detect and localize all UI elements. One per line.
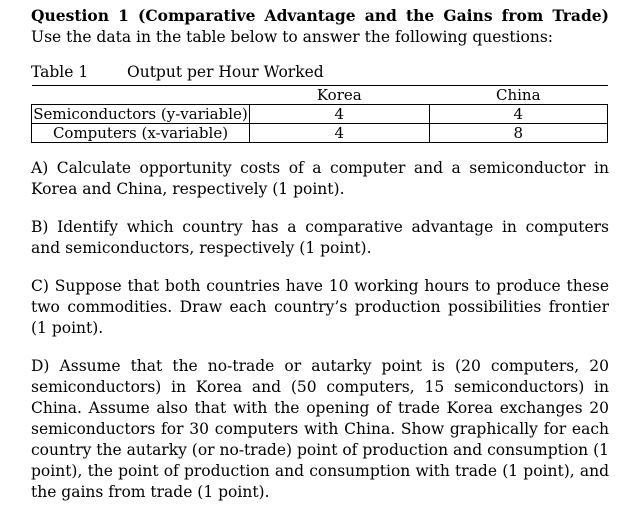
table-row [32, 105, 608, 124]
table-header-row [32, 86, 608, 105]
header-china: China [429, 86, 607, 105]
cell-korea: 4 [250, 124, 430, 143]
row-label: Semiconductors (y-variable) [33, 105, 248, 123]
cell-korea: 4 [250, 105, 430, 124]
table-number: Table 1 [31, 63, 89, 81]
table-row [32, 124, 608, 143]
question-parts [31, 158, 609, 503]
question-title: Question 1 (Comparative Advantage and the Gains from Trade) [31, 6, 609, 25]
part-a: A) Calculate opportunity costs of a computer and a semiconductor in Korea and China, respectively (1 point). [31, 159, 609, 198]
part-c: C) Suppose that both countries have 10 working hours to produce these two commodities. Draw each country’s production possibilities frontier (1 point). [31, 277, 609, 337]
table-caption [31, 63, 609, 85]
header-blank [32, 86, 250, 105]
cell-china: 4 [429, 105, 607, 124]
cell-china: 8 [429, 124, 607, 143]
document-page [31, 5, 609, 520]
question-intro: Use the data in the table below to answer the following questions: [31, 28, 554, 46]
table-title: Output per Hour Worked [127, 63, 324, 81]
header-korea: Korea [250, 86, 430, 105]
question-header [31, 5, 609, 48]
output-table [31, 85, 608, 143]
part-b: B) Identify which country has a comparative advantage in computers and semiconductors, respectively (1 point). [31, 218, 609, 257]
part-d: D) Assume that the no-trade or autarky point is (20 computers, 20 semiconductors) in Korea and (50 computers, 15 semiconductors) in China. Assume also that with the opening of trade Korea exchanges 20 semiconductors for 30 computers with China. Show graphically for each country the autarky (or no-trade) point of production and consumption (1 point), the point of production and consumption with trade (1 point), and the gains from trade (1 point). [31, 357, 609, 501]
row-label: Computers (x-variable) [32, 124, 250, 143]
